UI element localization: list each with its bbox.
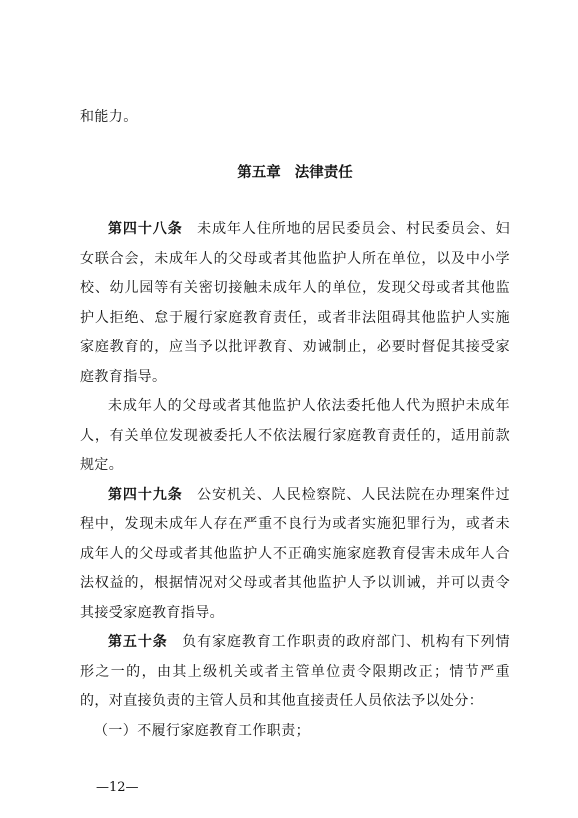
article-49-text: 公安机关、人民检察院、人民法院在办理案件过程中，发现未成年人存在严重不良行为或者实施犯罪行为，或者未成年人的父母或者其他监护人不正确实施家庭教育侵害未成年人合法权益的，根据情况对父母或者其他监护人予以训诫，并可以责令其接受家庭教育指导。 — [80, 486, 511, 621]
article-50-item-1: （一）不履行家庭教育工作职责； — [94, 722, 310, 739]
articles-body — [80, 215, 510, 746]
article-50 — [80, 628, 510, 717]
article-50-label: 第五十条 — [108, 634, 168, 650]
article-48-paragraph-2: 未成年人的父母或者其他监护人依法委托他人代为照护未成年人，有关单位发现被委托人不依法履行家庭教育责任的，适用前款规定。 — [80, 398, 510, 473]
page-number: —12— — [96, 780, 139, 795]
article-48 — [80, 215, 510, 392]
chapter-heading — [80, 163, 510, 183]
article-50-text: 负有家庭教育工作职责的政府部门、机构有下列情形之一的，由其上级机关或者主管单位责令限期改正；情节严重的，对直接负责的主管人员和其他直接责任人员依法予以处分： — [80, 634, 510, 709]
continuation-paragraph: 和能力。 — [80, 109, 138, 125]
article-49 — [80, 481, 510, 629]
article-48-text: 未成年人住所地的居民委员会、村民委员会、妇女联合会，未成年人的父母或者其他监护人所在单位，以及中小学校、幼儿园等有关密切接触未成年人的单位，发现父母或者其他监护人拒绝、怠于履行家庭教育责任，或者非法阻碍其他监护人实施家庭教育的，应当予以批评教育、劝诫制止，必要时督促其接受家庭教育指导。 — [80, 221, 511, 385]
continuation-text — [80, 103, 510, 133]
article-48-label: 第四十八条 — [108, 221, 183, 237]
chapter-number: 第五章 — [237, 165, 281, 181]
chapter-title: 法律责任 — [294, 165, 353, 181]
article-49-label: 第四十九条 — [108, 486, 183, 503]
